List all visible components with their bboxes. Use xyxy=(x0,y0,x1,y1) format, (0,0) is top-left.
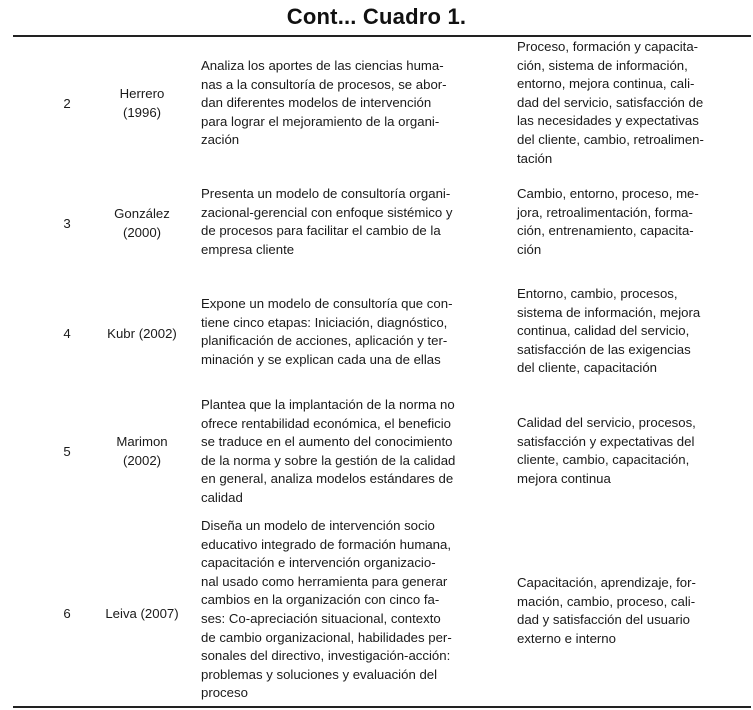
row-categories: Calidad del servicio, procesos, satisfacción y expectativas del cliente, cambio, capacitación, mejora continua xyxy=(517,415,696,486)
author-name: Kubr (2002) xyxy=(107,326,177,341)
row-author xyxy=(90,433,194,470)
row-author xyxy=(90,205,194,242)
row-author xyxy=(90,605,194,624)
author-name: Leiva (2007) xyxy=(105,606,179,621)
row-categories: Cambio, entorno, proceso, me- jora, retroalimentación, forma- ción, entrenamiento, capacita- ción xyxy=(517,186,699,257)
table-row xyxy=(13,285,751,385)
row-categories: Proceso, formación y capacita- ción, sistema de información, entorno, mejora continua, cali- dad del servicio, satisfacción de las necesidades y expectativas del cliente, cambio, retroalimen- tación xyxy=(517,39,704,166)
table-title: Cont... Cuadro 1. xyxy=(286,4,467,29)
row-categories: Capacitación, aprendizaje, for- mación, cambio, proceso, cali- dad y satisfacción del usuario externo e interno xyxy=(517,575,696,646)
table-row xyxy=(13,396,751,514)
row-number: 4 xyxy=(63,326,71,341)
table-bottom-rule xyxy=(13,706,751,708)
table-top-rule xyxy=(13,35,751,37)
row-author xyxy=(90,85,194,122)
table-row xyxy=(13,517,751,705)
author-name: Herrero (1996) xyxy=(119,86,165,120)
row-categories: Entorno, cambio, procesos, sistema de información, mejora continua, calidad del servicio, satisfacción de las exigencias del cliente, capacitación xyxy=(517,286,701,376)
row-number: 5 xyxy=(63,444,71,459)
table-row xyxy=(13,38,751,172)
row-description: Presenta un modelo de consultoría organi- zacional-gerencial con enfoque sistémico y de procesos para facilitar el cambio de la empresa cliente xyxy=(201,186,453,257)
row-description: Expone un modelo de consultoría que con- tiene cinco etapas: Iniciación, diagnóstico, planificación de acciones, aplicación y ter- minación y se explican cada una de ellas xyxy=(201,296,453,367)
table-row xyxy=(13,185,751,265)
row-number: 3 xyxy=(63,216,71,231)
row-description: Diseña un modelo de intervención socio educativo integrado de formación humana, capacitación e intervención organizacio- nal usado como herramienta para generar cambios en la organización con cinco fa- ses: Co-apreciación situacional, contexto de cambio organizacional, habilidades per- sonales del directivo, investigación-acción: problemas y soluciones y evaluación del proceso xyxy=(201,518,452,701)
row-number: 6 xyxy=(63,606,71,621)
author-name: González (2000) xyxy=(114,206,170,240)
row-author xyxy=(90,325,194,344)
author-name: Marimon (2002) xyxy=(116,434,168,468)
row-number: 2 xyxy=(63,96,71,111)
row-description: Analiza los aportes de las ciencias huma- nas a la consultoría de procesos, se abor- dan diferentes modelos de intervención para lograr el mejoramiento de la organi- zación xyxy=(201,58,447,148)
row-description: Plantea que la implantación de la norma no ofrece rentabilidad económica, el beneficio se traduce en el aumento del conocimiento de la norma y sobre la gestión de la calidad en general, analiza modelos estándares de calidad xyxy=(201,397,456,505)
